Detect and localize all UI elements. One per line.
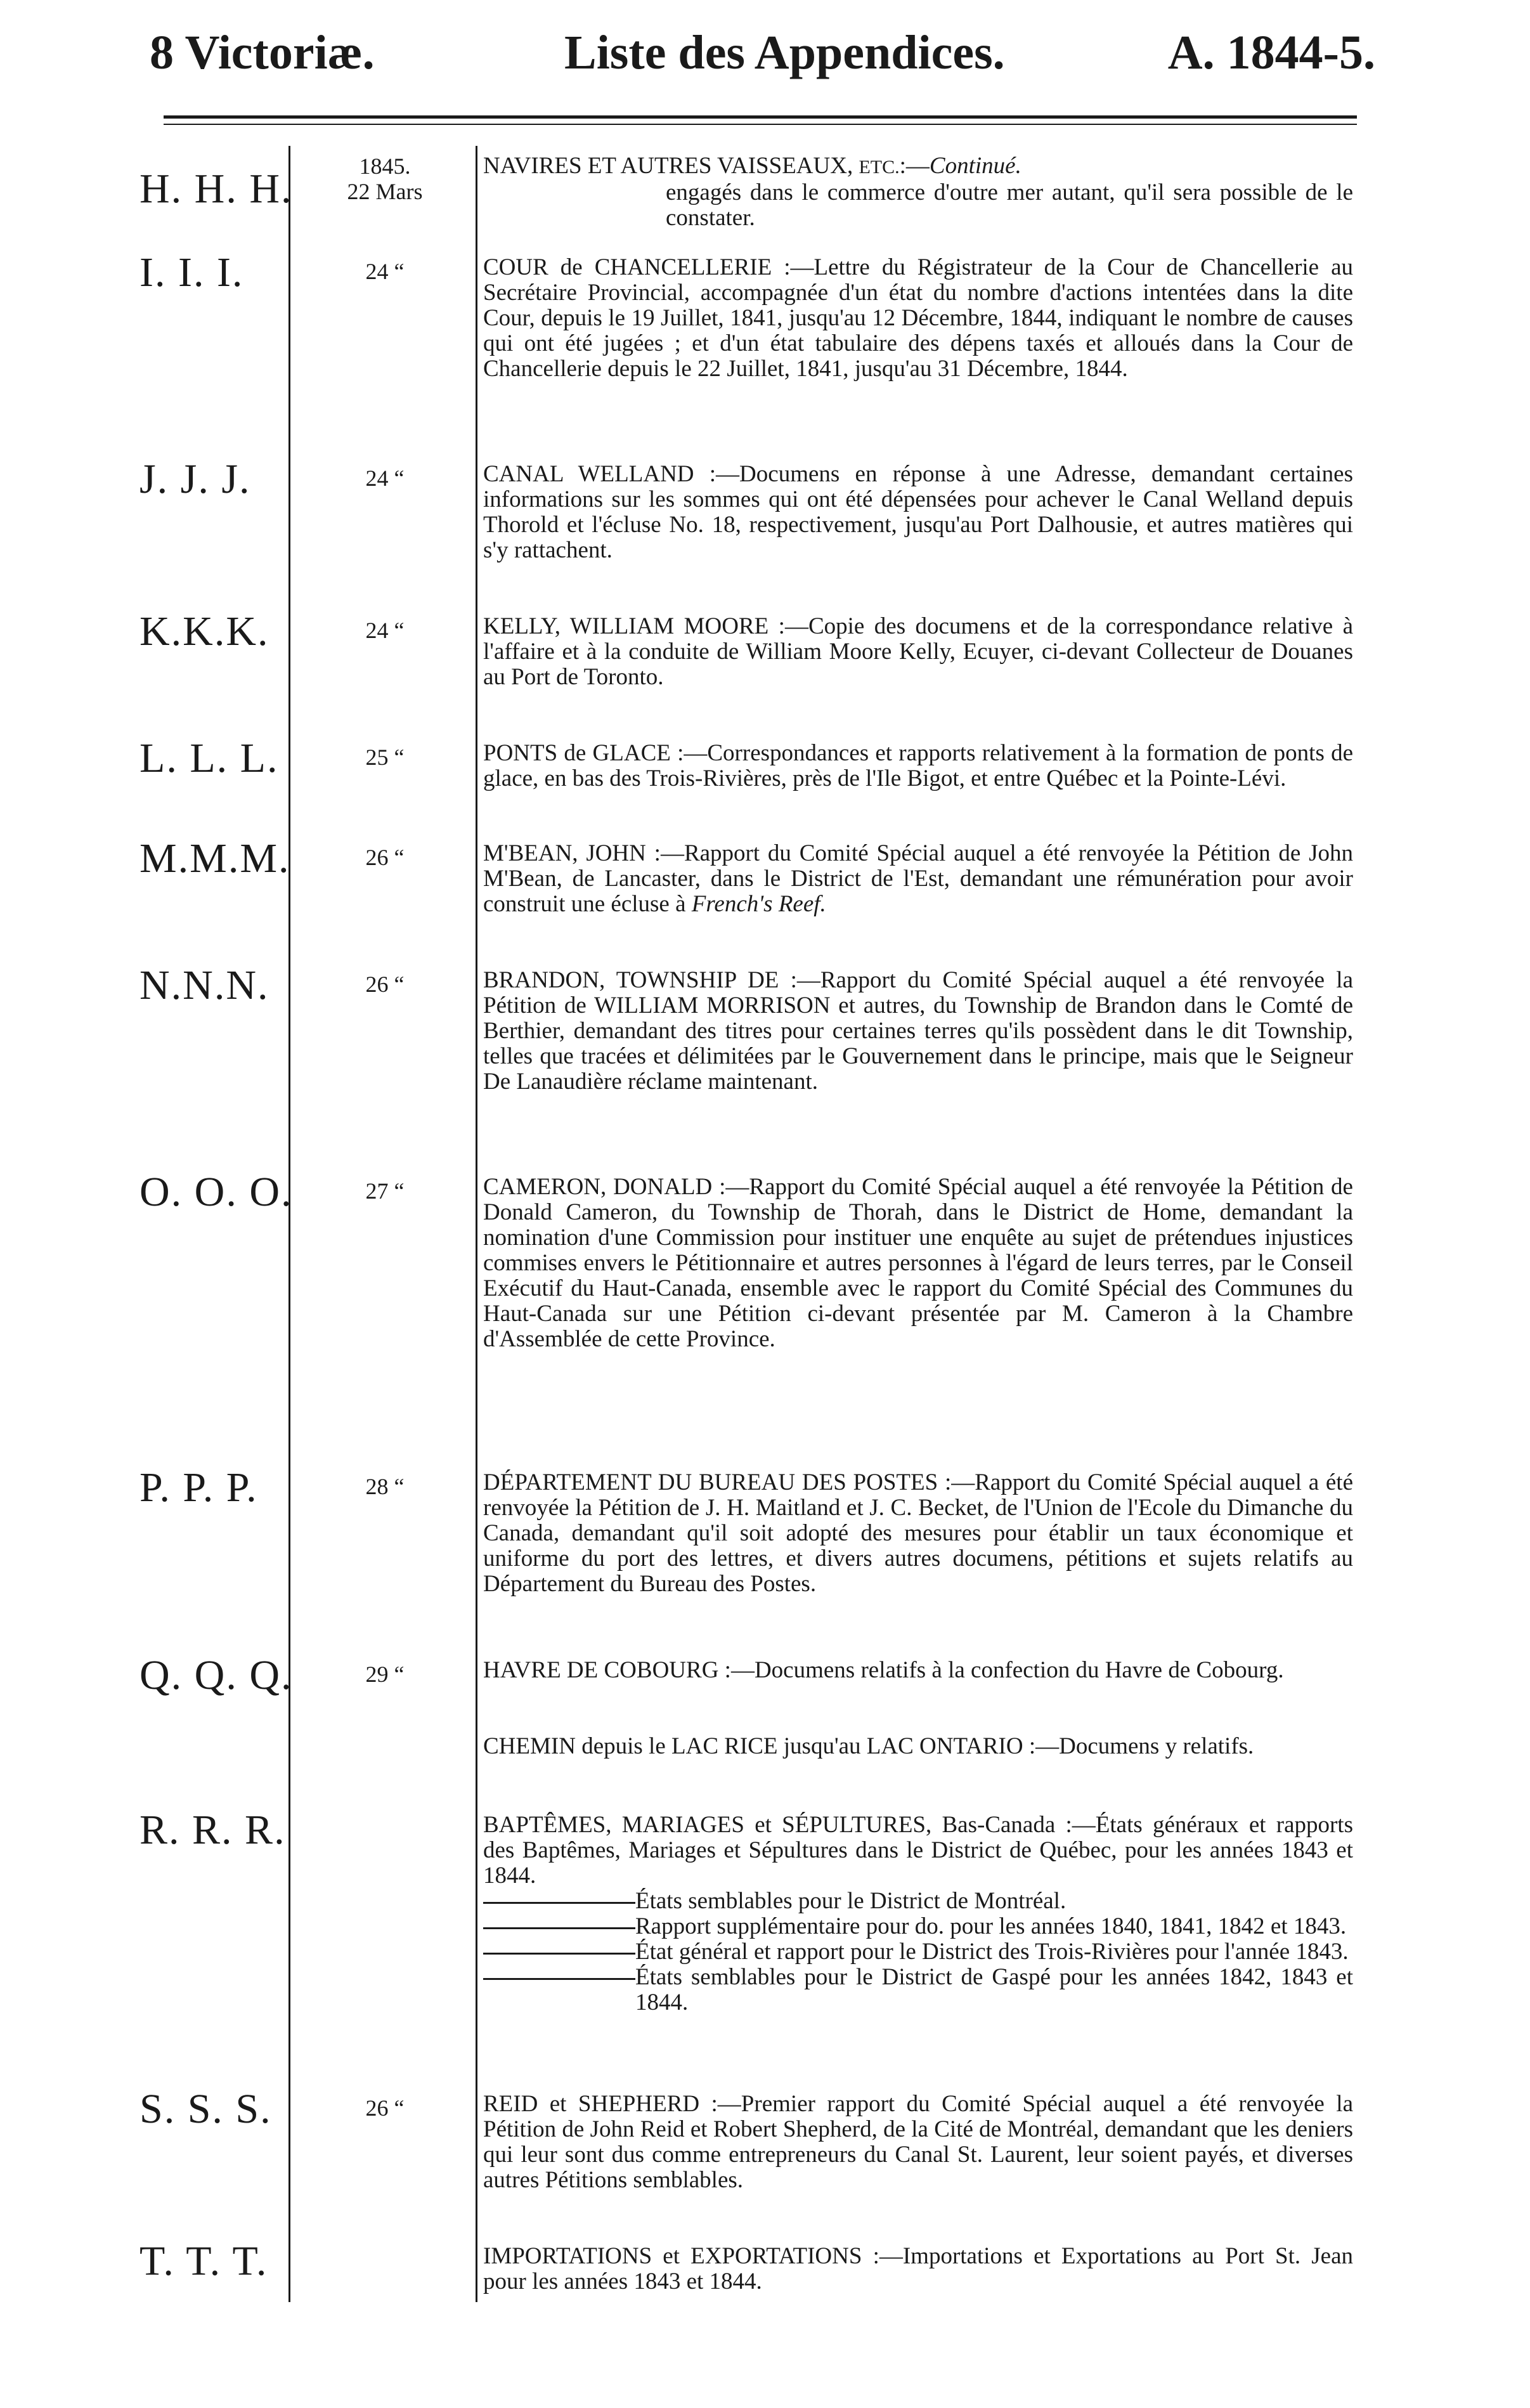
entry-code: T. T. T. xyxy=(139,2238,268,2284)
entry-date xyxy=(312,259,458,284)
entry-text: :—Rapport du Comité Spécial auquel a été renvoyée la Pétition de John M'Bean, de Lancaster, dans le District de l'Est, demandant une rémunération pour avoir construit une écluse à xyxy=(483,840,1353,917)
column-divider-date xyxy=(476,146,477,2302)
entry-heading: M'BEAN, JOHN xyxy=(483,840,646,866)
entry-day-month: 27 “ xyxy=(365,1178,405,1204)
entry-day-month: 28 “ xyxy=(365,1474,405,1499)
entry-subline-text: État général et rapport pour le District des Trois-Rivières pour l'année 1843. xyxy=(635,1939,1349,1965)
entry-text: :—Correspondances et rapports relativement à la formation de ponts de glace, en bas des Trois-Rivières, près de l'Ile Bigot, et entre Québec et la Pointe-Lévi. xyxy=(483,740,1353,791)
entry-body xyxy=(483,1470,1353,1597)
entry-heading: CHEMIN depuis le LAC RICE jusqu'au LAC ONTARIO xyxy=(483,1733,1023,1759)
column-divider-code xyxy=(288,146,290,2302)
header-rule-thin xyxy=(164,124,1357,125)
entry-body xyxy=(483,741,1353,791)
ditto-rule xyxy=(483,1927,635,1929)
entry-date xyxy=(312,745,458,770)
ditto-rule xyxy=(483,1953,635,1955)
entry-code: L. L. L. xyxy=(139,735,279,781)
entry-body xyxy=(483,153,1353,231)
entry-date xyxy=(312,1178,458,1204)
entry-heading-etc: ETC. xyxy=(859,157,900,178)
entry-body xyxy=(483,2244,1353,2294)
entry-date xyxy=(312,153,458,204)
entry-heading: HAVRE DE COBOURG xyxy=(483,1657,719,1683)
entry-body xyxy=(483,841,1353,917)
entry-code: Q. Q. Q. xyxy=(139,1652,293,1698)
header-session: 8 Victoriæ. xyxy=(150,26,375,79)
ditto-rule xyxy=(483,1902,635,1904)
entry-date xyxy=(312,465,458,491)
page-header xyxy=(0,25,1530,89)
entry-subline xyxy=(483,1914,1353,1939)
entry-text: :—Rapport du Comité Spécial auquel a été renvoyée la Pétition de Donald Cameron, du Township de Thorah, dans le District de Home, demandant la nomination d'une Commission pour instituer une enquête au sujet de prétendues injustices commises envers le Pétitionnaire et autres personnes à l'égard de leurs terres, par le Conseil Exécutif du Haut-Canada, ensemble avec le rapport du Comité Spécial des Communes du Haut-Canada sur une Pétition ci-devant présentée par M. Cameron à la Chambre d'Assemblée de cette Province. xyxy=(483,1174,1353,1352)
header-title: Liste des Appendices. xyxy=(564,26,1005,79)
entry-code: K.K.K. xyxy=(139,608,269,654)
entry-heading: DÉPARTEMENT DU BUREAU DES POSTES xyxy=(483,1469,938,1495)
ditto-rule xyxy=(483,1978,635,1980)
entry-year: 1845. xyxy=(359,153,411,179)
entry-text: , Bas-Canada :—États généraux et rapports des Baptêmes, Mariages et Sépultures dans le District de Québec, pour les années 1843 et 1844. xyxy=(483,1812,1353,1889)
entry-subline-text: États semblables pour le District de Montréal. xyxy=(635,1888,1066,1914)
entry-text: engagés dans le commerce d'outre mer autant, qu'il sera possible de le constater. xyxy=(666,179,1353,231)
entry-code: M.M.M. xyxy=(139,835,290,882)
entry-date xyxy=(312,972,458,997)
entry-text: :—Rapport du Comité Spécial auquel a été renvoyée la Pétition de J. H. Maitland et J. C. Becket, de l'Union de l'Ecole du Dimanche du Canada, demandant qu'il soit adopté des mesures pour établir un taux économique et uniforme du port des lettres, et divers autres documens, pétitions et sujets relatifs au Département du Bureau des Postes. xyxy=(483,1469,1353,1597)
entry-text: :—Documens relatifs à la confection du Havre de Cobourg. xyxy=(718,1657,1284,1683)
entry-heading: CANAL WELLAND xyxy=(483,461,694,487)
entry-text: :—Rapport du Comité Spécial auquel a été renvoyée la Pétition de WILLIAM MORRISON et autres, du Township de Brandon dans le Comté de Berthier, demandant des titres pour certaines terres qu'ils possèdent dans le dit Township, telles que tracées et délimitées par le Gouvernement dans le principe, mais que le Seigneur De Lanaudière réclame maintenant. xyxy=(483,967,1353,1095)
entry-body xyxy=(483,1813,1353,2015)
entry-body xyxy=(483,614,1353,690)
entry-day-month: 25 “ xyxy=(365,745,405,770)
entry-body xyxy=(483,1175,1353,1352)
entry-subline xyxy=(483,1939,1353,1965)
entry-heading: REID et SHEPHERD xyxy=(483,2091,700,2117)
entry-code: N.N.N. xyxy=(139,962,269,1008)
entry-code: J. J. J. xyxy=(139,456,251,502)
entry-date xyxy=(312,618,458,643)
entry-body xyxy=(483,968,1353,1095)
entry-code: H. H. H. xyxy=(139,166,293,212)
entry-day-month: 24 “ xyxy=(365,465,405,491)
entry-text: :—Premier rapport du Comité Spécial auquel a été renvoyée la Pétition de John Reid et Robert Shepherd, de la Cité de Montréal, demandant que les deniers qui leur sont dus comme entrepreneurs du Canal St. Laurent, leur soient payés, et diverses autres Pétitions semblables. xyxy=(483,2091,1353,2193)
entry-day-month: 24 “ xyxy=(365,618,405,643)
entry-subline-text: Rapport supplémentaire pour do. pour les années 1840, 1841, 1842 et 1843. xyxy=(635,1913,1347,1939)
entry-day-month: 24 “ xyxy=(365,259,405,284)
entry-date xyxy=(312,1474,458,1499)
entry-heading: COUR de CHANCELLERIE xyxy=(483,254,772,280)
entry-body xyxy=(483,255,1353,382)
entry-heading: NAVIRES ET AUTRES VAISSEAUX, xyxy=(483,153,859,179)
entry-body xyxy=(483,462,1353,563)
entry-code: I. I. I. xyxy=(139,249,244,296)
header-rule-thick xyxy=(164,115,1357,119)
entry-date xyxy=(312,1662,458,1687)
entry-code: P. P. P. xyxy=(139,1464,258,1511)
entry-day-month: 26 “ xyxy=(365,2095,405,2121)
entry-day-month: 26 “ xyxy=(365,845,405,870)
entry-code: S. S. S. xyxy=(139,2086,272,2132)
entry-code: O. O. O. xyxy=(139,1169,293,1215)
entry-heading: CAMERON, DONALD xyxy=(483,1174,713,1200)
entry-heading-continued: Continué. xyxy=(929,153,1021,179)
entry-body xyxy=(483,1734,1353,1759)
header-year: A. 1844-5. xyxy=(1167,26,1375,79)
entry-date xyxy=(312,2095,458,2121)
entry-text: :—Copie des documens et de la correspondance relative à l'affaire et à la conduite de William Moore Kelly, Ecuyer, ci-devant Collecteur de Douanes au Port de Toronto. xyxy=(483,613,1353,690)
entry-text: :—Lettre du Régistrateur de la Cour de Chancellerie au Secrétaire Provincial, accompagnée d'un état du nombre d'actions intentées dans la dite Cour, depuis le 19 Juillet, 1841, jusqu'au 12 Décembre, 1844, indiquant le nombre de causes qui ont été jugées ; et d'un état tabulaire des dépens taxés et alloués dans la Cour de Chancellerie depuis le 22 Juillet, 1841, jusqu'au 31 Décembre, 1844. xyxy=(483,254,1353,382)
entry-text-italic: French's Reef. xyxy=(691,891,826,917)
entry-day-month: 26 “ xyxy=(365,972,405,997)
entry-heading: BAPTÊMES, MARIAGES et SÉPULTURES xyxy=(483,1812,926,1838)
entry-body xyxy=(483,2092,1353,2193)
entry-text: :—Documens en réponse à une Adresse, demandant certaines informations sur les sommes qui ont été dépensées pour achever le Canal Welland depuis Thorold et l'écluse No. 18, respectivement, jusqu'au Port Dalhousie, et autres matières qui s'y rattachent. xyxy=(483,461,1353,563)
entry-subline-text: États semblables pour le District de Gaspé pour les années 1842, 1843 et 1844. xyxy=(635,1964,1353,2015)
entry-code: R. R. R. xyxy=(139,1807,286,1853)
entry-subline xyxy=(483,1965,1353,2015)
entry-body xyxy=(483,1658,1353,1683)
entry-date xyxy=(312,845,458,870)
entry-heading: BRANDON, TOWNSHIP DE xyxy=(483,967,779,993)
entry-heading-dash: :— xyxy=(899,153,930,179)
entry-heading: IMPORTATIONS et EXPORTATIONS xyxy=(483,2243,862,2269)
entry-heading: KELLY, WILLIAM MOORE xyxy=(483,613,769,639)
entry-subline xyxy=(483,1889,1353,1914)
entry-day-month: 22 Mars xyxy=(347,179,423,204)
entry-text: :—Documens y relatifs. xyxy=(1023,1733,1254,1759)
entry-text: :—Importations et Exportations au Port St. Jean pour les années 1843 et 1844. xyxy=(483,2243,1353,2294)
entry-day-month: 29 “ xyxy=(365,1662,405,1687)
entry-heading: PONTS de GLACE xyxy=(483,740,671,766)
